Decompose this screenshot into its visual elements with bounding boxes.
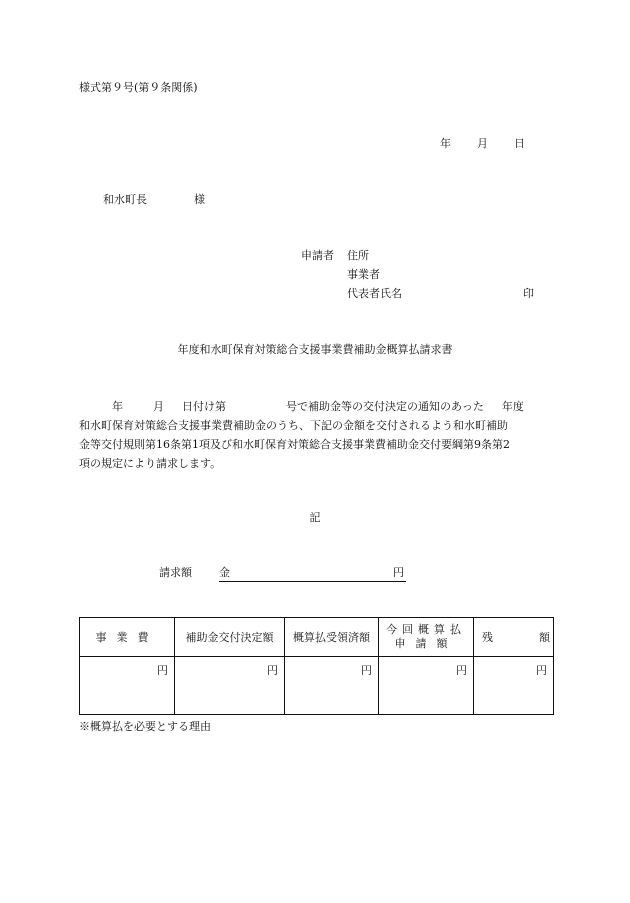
cell-received[interactable]: 円 (285, 657, 379, 715)
date-month: 月 (477, 137, 488, 150)
body-fiscal-year: 年度 (501, 400, 524, 413)
cell-grant-decision[interactable]: 円 (175, 657, 285, 715)
applicant-address-label: 住所 (347, 249, 369, 262)
request-amount-field[interactable] (219, 566, 406, 582)
body-line-4: 項の規定により請求します。 (79, 457, 222, 470)
cell-current-request[interactable]: 円 (379, 657, 474, 715)
table-row (80, 657, 554, 715)
table-header-row (80, 618, 554, 657)
cell-project-cost[interactable]: 円 (80, 657, 175, 715)
header-balance-right: 額 (539, 631, 550, 644)
applicant-label: 申請者 (301, 249, 334, 262)
header-balance (474, 618, 554, 657)
date-year: 年 (440, 137, 451, 150)
header-project-cost: 事業費 (80, 618, 175, 657)
applicant-business-label: 事業者 (347, 268, 380, 281)
applicant-representative-label: 代表者氏名 (347, 287, 402, 300)
body-notice: 号で補助金等の交付決定の通知のあった (286, 400, 484, 413)
date-day: 日 (514, 137, 525, 150)
body-year: 年 (112, 400, 123, 413)
amount-table (79, 617, 554, 715)
request-kin: 金 (219, 566, 230, 579)
header-balance-left: 残 (482, 631, 493, 644)
header-grant-decision: 補助金交付決定額 (175, 618, 285, 657)
body-month: 月 (153, 400, 164, 413)
reason-label: ※概算払を必要とする理由 (79, 720, 211, 733)
ki-heading: 記 (309, 511, 321, 524)
body-paragraph (79, 397, 551, 473)
addressee (103, 193, 205, 207)
addressee-name: 和水町長 (103, 193, 147, 206)
request-yen: 円 (393, 566, 404, 579)
cell-balance[interactable]: 円 (474, 657, 554, 715)
addressee-honorific: 様 (194, 193, 205, 206)
seal-mark: 印 (523, 287, 534, 300)
request-amount-label: 請求額 (159, 566, 192, 579)
header-current-request (379, 618, 474, 657)
date-line (440, 137, 525, 151)
body-date-no: 日付け第 (182, 400, 226, 413)
header-current-line2: 申請額 (394, 637, 458, 650)
header-current-line1: 今回概算払 (386, 623, 466, 636)
document-title: 年度和水町保育対策総合支援事業費補助金概算払請求書 (177, 343, 453, 356)
form-number: 様式第９号(第９条関係) (79, 81, 198, 94)
body-line-2: 和水町保育対策総合支援事業費補助金のうち、下記の金額を交付されるよう和水町補助 (79, 419, 508, 432)
header-received: 概算払受領済額 (285, 618, 379, 657)
body-line-3: 金等交付規則第16条第1項及び和水町保育対策総合支援事業費補助金交付要綱第9条第2 (79, 438, 510, 451)
